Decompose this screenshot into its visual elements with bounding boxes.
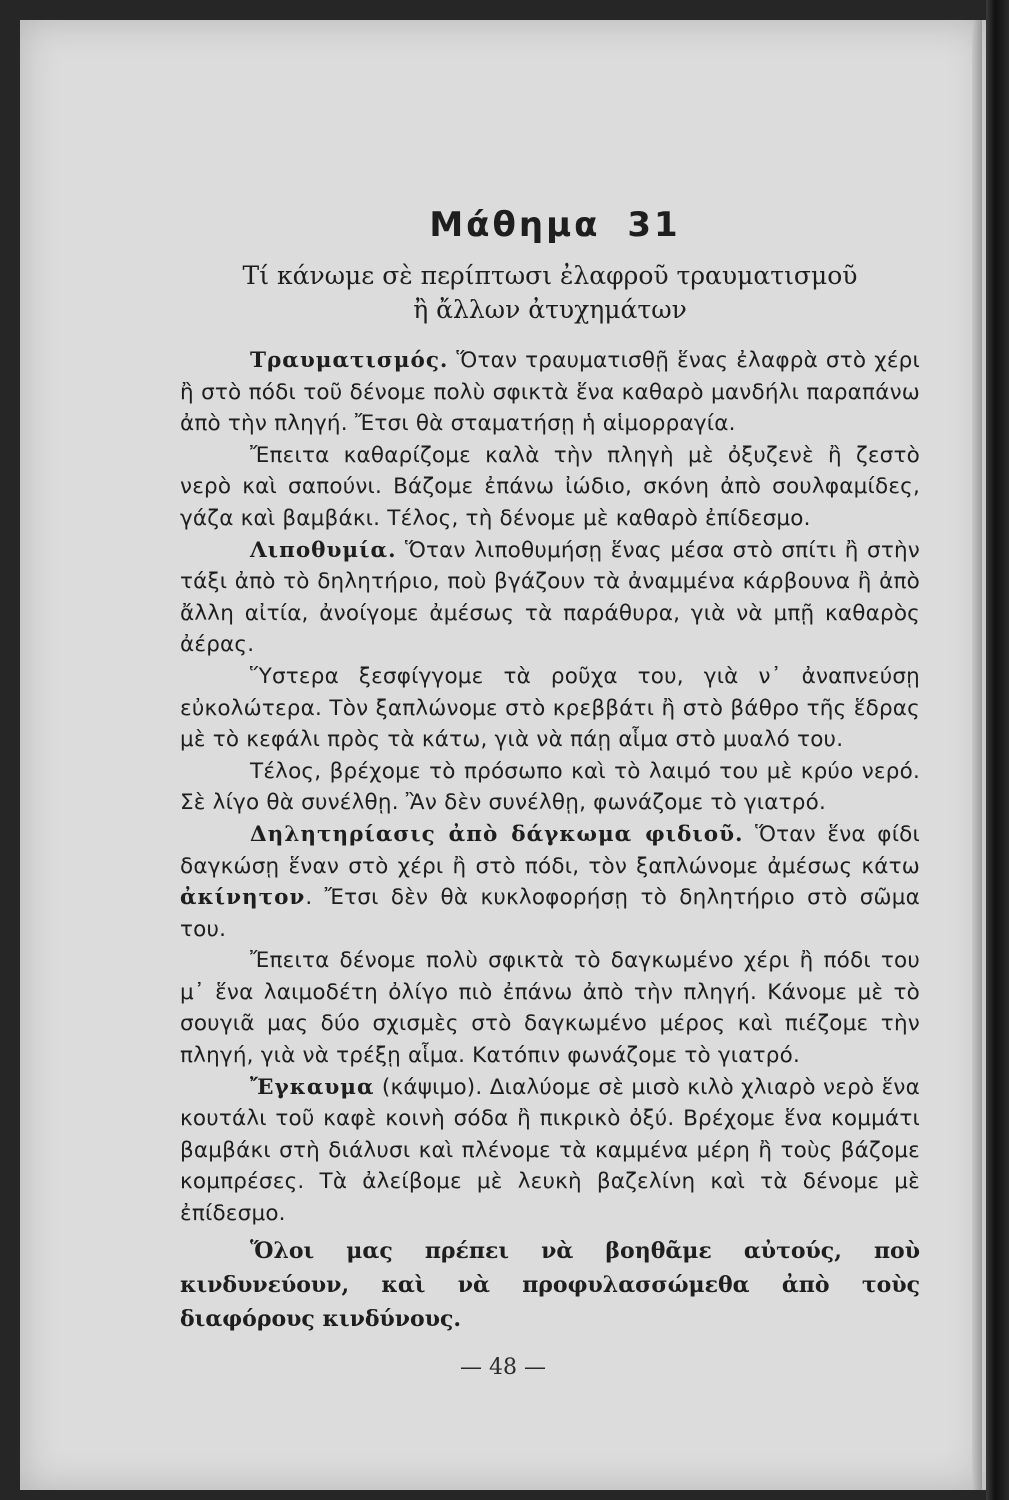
text-fainting: Ὅταν λιποθυμήσῃ ἕνας μέσα στὸ σπίτι ἢ στὴν τάξι ἀπὸ τὸ δηλητήριο, ποὺ βγάζουν τὰ ἀναμμένα κάρβουνα ἢ ἀπὸ ἄλλη αἰτία, ἀνοίγομε ἀμέσως τὰ παράθυρα, γιὰ νὰ μπῇ καθαρὸς ἀέρας. xyxy=(180,537,920,658)
heading-fainting: Λιποθυμία. xyxy=(250,537,397,563)
lesson-number: 31 xyxy=(627,205,681,245)
heading-snakebite: Δηλητηρίασις ἀπὸ δάγκωμα φιδιοῦ. xyxy=(250,821,744,847)
subtitle-line-2: ἢ ἄλλων ἀτυχημάτων xyxy=(413,295,687,324)
paper-sheet xyxy=(20,20,986,1490)
text-trauma: Ὅταν τραυματισθῇ ἕνας ἐλαφρὰ στὸ χέρι ἢ στὸ πόδι τοῦ δένομε πολὺ σφικτὰ ἕνα καθαρὸ μανδήλι παραπάνω ἀπὸ τὴν πληγή. Ἔτσι θὰ σταματήσῃ ἡ αἱμορραγία. xyxy=(180,348,920,437)
heading-burn: Ἔγκαυμα xyxy=(250,1074,375,1100)
paragraph-fainting xyxy=(180,535,920,661)
closing-statement: Ὅλοι μας πρέπει νὰ βοηθᾶμε αὐτούς, ποὺ κινδυνεύουν, καὶ νὰ προφυλασσώμεθα ἀπὸ τοὺς διαφόρους κινδύνους. xyxy=(180,1237,920,1332)
text-snakebite-a: Ὅταν ἕνα φίδι δαγκώσῃ ἕναν στὸ χέρι ἢ στὸ πόδι, τὸν ξαπλώνομε ἀμέσως κάτω xyxy=(180,821,920,879)
paragraph-fainting-3: Τέλος, βρέχομε τὸ πρόσωπο καὶ τὸ λαιμό του μὲ κρύο νερό. Σὲ λίγο θὰ συνέλθῃ. Ἂν δὲν συνέλθῃ, φωνάζομε τὸ γιατρό. xyxy=(180,758,920,816)
page-edge-shadow xyxy=(972,20,982,1490)
heading-trauma: Τραυματισμός. xyxy=(250,348,449,373)
paragraph-fainting-2: Ὕστερα ξεσφίγγομε τὰ ροῦχα του, γιὰ ν᾽ ἀναπνεύσῃ εὐκολώτερα. Τὸν ξαπλώνομε στὸ κρεββάτι ἢ στὸ βάθρο τῆς ἕδρας μὲ τὸ κεφάλι πρὸς τὰ κάτω, γιὰ νὰ πάῃ αἷμα στὸ μυαλό του. xyxy=(180,663,920,753)
lesson-subtitle xyxy=(180,259,920,327)
subtitle-line-1: Τί κάνωμε σὲ περίπτωσι ἐλαφροῦ τραυματισμοῦ xyxy=(242,261,858,290)
paragraph-trauma-2: Ἔπειτα καθαρίζομε καλὰ τὴν πληγὴ μὲ ὀξυζενὲ ἢ ζεστὸ νερὸ καὶ σαπούνι. Βάζομε ἐπάνω ἰώδιο, σκόνη ἀπὸ σουλφαμίδες, γάζα καὶ βαμβάκι. Τέλος, τὴ δένομε μὲ καθαρὸ ἐπίδεσμο. xyxy=(180,442,920,531)
paragraph-snakebite-2: Ἔπειτα δένομε πολὺ σφικτὰ τὸ δαγκωμένο χέρι ἢ πόδι του μ᾽ ἕνα λαιμοδέτη ὀλίγο πιὸ ἐπάνω ἀπὸ τὴν πληγή. Κάνομε μὲ τὸ σουγιᾶ μας δύο σχισμὲς στὸ δαγκωμένο μέρος καὶ πιέζομε τὴν πληγή, γιὰ νὰ τρέξῃ αἷμα. Κατόπιν φωνάζομε τὸ γιατρό. xyxy=(180,948,920,1069)
emphasis-motionless: ἀκίνητον xyxy=(180,885,306,911)
paragraph-trauma xyxy=(180,345,920,440)
page-number: — 48 — xyxy=(460,1355,546,1380)
lesson-content xyxy=(180,205,920,1336)
lesson-word: Μάθημα xyxy=(429,205,601,245)
scanner-border xyxy=(986,0,1009,1500)
paragraph-snakebite xyxy=(180,819,920,945)
lesson-title xyxy=(180,205,920,245)
text-snakebite-b: . Ἔτσι δὲν θὰ κυκλοφορήσῃ τὸ δηλητήριο στὸ σῶμα του. xyxy=(180,885,920,942)
text-burn: (κάψιμο). Διαλύομε σὲ μισὸ κιλὸ χλιαρὸ νερὸ ἕνα κουτάλι τοῦ καφὲ κοινὴ σόδα ἢ πικρικὸ ὀξύ. Βρέχομε ἕνα κομμάτι βαμβάκι στὴ διάλυσι καὶ πλένομε τὰ καμμένα μέρη ἢ τοὺς βάζομε κομπρέσες. Τὰ ἀλείβομε μὲ λευκὴ βαζελίνη καὶ τὰ δένομε μὲ ἐπίδεσμο. xyxy=(180,1074,920,1227)
paragraph-burn xyxy=(180,1072,920,1230)
